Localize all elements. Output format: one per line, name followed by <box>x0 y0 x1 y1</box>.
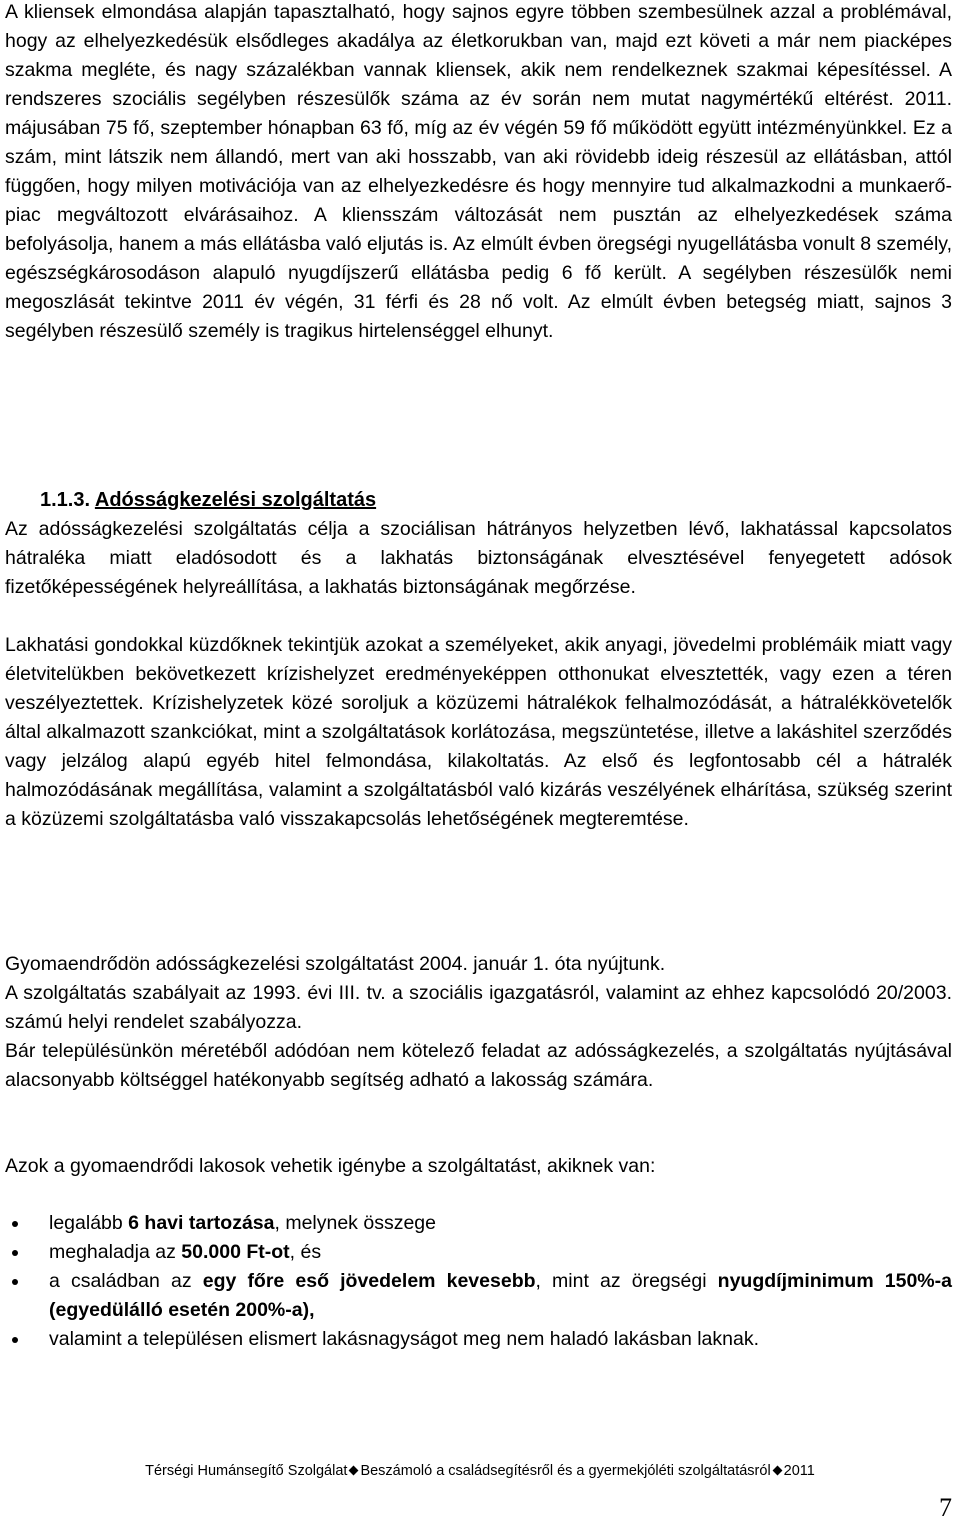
section-title: Adósságkezelési szolgáltatás <box>94 489 377 511</box>
paragraph-eligibility-intro: Azok a gyomaendrődi lakosok vehetik igénybe a szolgáltatást, akiknek van: <box>5 1155 656 1177</box>
paragraph-clients: A kliensek elmondása alapján tapasztalható, hogy sajnos egyre többen szembesülnek azzal a problémával, hogy az elhelyezkedésük elsődleges akadálya az életkorukban van, majd ezt követi a már nem piacképes szakma megléte, és nagy százalékban vannak kliensek, akik nem rendelkeznek szakmai képesítéssel. A rendszeres szociális segélyben részesülők száma az év során nem mutat nagymértékű eltérést. 2011. májusában 75 fő, szeptember hónapban 63 fő, míg az év végén 59 fő működött együtt intézményünkkel. Ez a szám, mint látszik nem állandó, mert van aki hosszabb, van aki rövidebb ideig részesül az ellátásban, attól függően, hogy milyen motivációja van az elhelyezkedésre és hogy mennyire tud alkalmazkodni a munkaerő-piac megváltozott elvárásaihoz. A kliensszám változását nem pusztán az elhelyezkedések száma befolyásolja, hanem a más ellátásba való eljutás is. Az elmúlt évben öregségi nyugellátásba vonult 8 személy, egészségkárosodáson alapuló nyugdíjszerű ellátásba pedig 6 fő került. A segélyben részesülők nemi megoszlását tekintve 2011 év végén, 31 férfi és 28 nő volt. Az elmúlt évben betegség miatt, sajnos 3 segélyben részesülő személy is tragikus hirtelenséggel elhunyt. <box>5 1 953 342</box>
list-item: valamint a településen elismert lakásnagyságot meg nem haladó lakásban laknak. <box>5 1325 952 1354</box>
paragraph-housing-problems: Lakhatási gondokkal küzdőknek tekintjük azokat a személyeket, akik anyagi, jövedelmi problémáik miatt vagy életvitelükben bekövetkezett krízishelyzet eredményeképpen otthonukat elvesztették, vagy ezen a téren veszélyeztettek. Krízishelyzetek közé soroljuk a közüzemi hátralékok felhalmozódását, a hátralékkövetelők által alkalmazott szankciókat, mint a szolgáltatások korlátozása, megszüntetése, illetve a lakáshitel szerződés vagy jelzálog alapú egyéb hitel felmondása, kilakoltatás. Az első és legfontosabb cél a hátralék halmozódásának megállítása, valamint a szolgáltatásból való kizárás veszélyének elhárítása, szükség szerint a közüzemi szolgáltatásba való visszakapcsolás lehetőségének megteremtése. <box>5 634 952 830</box>
list-item: a családban az egy főre eső jövedelem kevesebb, mint az öregségi nyugdíjminimum 150%-a (egyedülálló esetén 200%-a), <box>5 1267 952 1325</box>
paragraph-efficiency: Bár településünkön méretéből adódóan nem kötelező feladat az adósságkezelés, a szolgáltatás nyújtásával alacsonyabb költséggel hatékonyabb segítség adható a lakosság számára. <box>5 1040 952 1091</box>
footer-report: Beszámoló a családsegítésről és a gyermekjóléti szolgáltatásról <box>360 1463 771 1479</box>
diamond-icon <box>349 1466 359 1476</box>
section-heading <box>40 486 376 515</box>
page-footer <box>0 1462 960 1480</box>
eligibility-list <box>5 1209 952 1354</box>
paragraph-service-start: Gyomaendrődön adósságkezelési szolgáltatást 2004. január 1. óta nyújtunk. <box>5 953 666 975</box>
list-item: legalább 6 havi tartozása, melynek összege <box>5 1209 952 1238</box>
list-item: meghaladja az 50.000 Ft-ot, és <box>5 1238 952 1267</box>
footer-org: Térségi Humánsegítő Szolgálat <box>145 1463 348 1479</box>
diamond-icon <box>772 1466 782 1476</box>
paragraph-regulation: A szolgáltatás szabályait az 1993. évi III. tv. a szociális igazgatásról, valamint az ehhez kapcsolódó 20/2003. számú helyi rendelet szabályozza. <box>5 982 952 1033</box>
paragraph-service-goal: Az adósságkezelési szolgáltatás célja a szociálisan hátrányos helyzetben lévő, lakhatással kapcsolatos hátraléka miatt eladósodott és a lakhatás biztonságának elvesztésével fenyegetett adósok fizetőképességének helyreállítása, a lakhatás biztonságának megőrzése. <box>5 518 952 598</box>
page-number: 7 <box>939 1493 952 1522</box>
footer-year: 2011 <box>783 1463 815 1479</box>
section-number: 1.1.3. <box>40 489 91 511</box>
